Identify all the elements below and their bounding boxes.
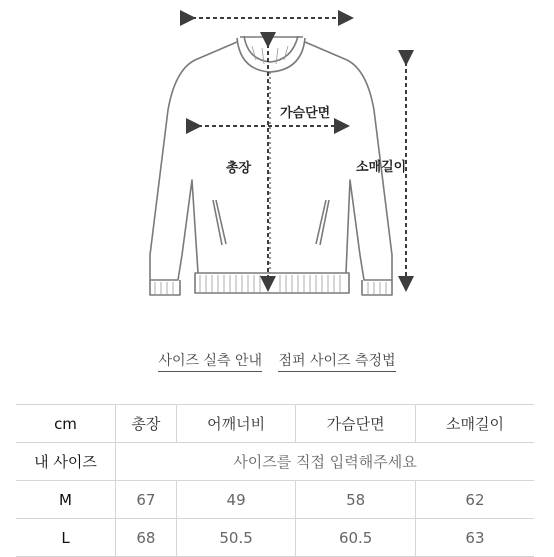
table-cell: 50.5 bbox=[176, 519, 296, 557]
sleeve-label: 소매길이 bbox=[356, 160, 407, 175]
guide-links bbox=[0, 350, 554, 372]
table-cell: 58 bbox=[296, 481, 416, 519]
table-cell: 62 bbox=[415, 481, 534, 519]
size-label: M bbox=[16, 481, 116, 519]
header-cell-chest: 가슴단면 bbox=[296, 405, 416, 443]
header-cell-length: 총장 bbox=[116, 405, 177, 443]
header-cell-sleeve: 소매길이 bbox=[415, 405, 534, 443]
table-row bbox=[16, 519, 534, 557]
table-row bbox=[16, 481, 534, 519]
table-cell: 49 bbox=[176, 481, 296, 519]
size-guide-link[interactable]: 사이즈 실측 안내 bbox=[158, 350, 262, 372]
size-table bbox=[16, 404, 534, 557]
table-cell: 68 bbox=[116, 519, 177, 557]
table-cell: 60.5 bbox=[296, 519, 416, 557]
my-size-label: 내 사이즈 bbox=[16, 443, 116, 481]
table-cell: 67 bbox=[116, 481, 177, 519]
length-label: 총장 bbox=[226, 161, 252, 176]
my-size-row bbox=[16, 443, 534, 481]
header-cell-unit: cm bbox=[16, 405, 116, 443]
table-header-row bbox=[16, 405, 534, 443]
chest-label: 가슴단면 bbox=[280, 106, 331, 121]
jumper-measure-link[interactable]: 점퍼 사이즈 측정법 bbox=[278, 350, 395, 372]
size-label: L bbox=[16, 519, 116, 557]
table-cell: 63 bbox=[415, 519, 534, 557]
my-size-input[interactable]: 사이즈를 직접 입력해주세요 bbox=[116, 443, 535, 481]
header-cell-shoulder: 어깨너비 bbox=[176, 405, 296, 443]
